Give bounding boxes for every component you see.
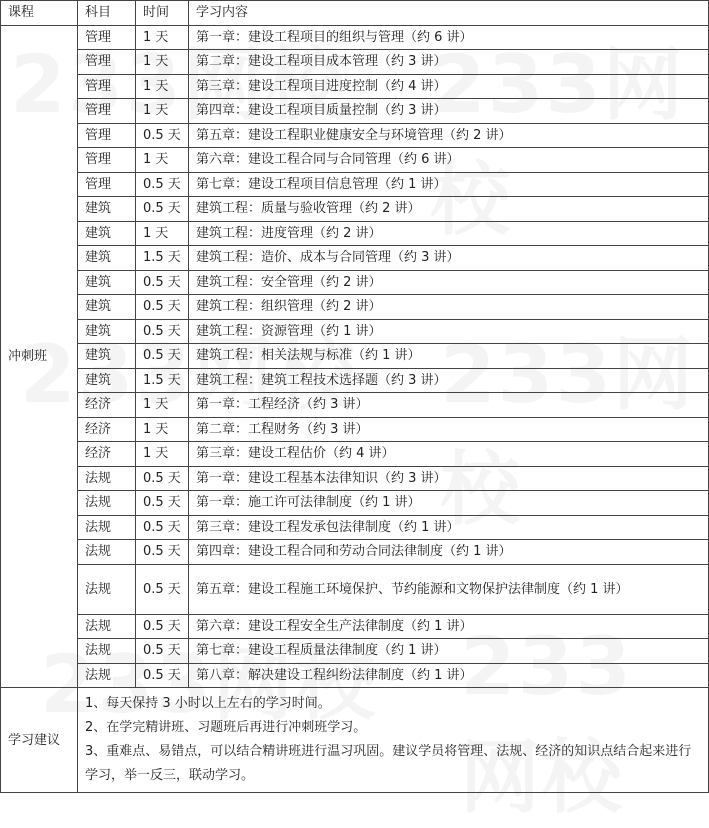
content-cell: 第五章：建设工程职业健康安全与环境管理（约 2 讲） [189, 123, 709, 148]
content-cell: 建筑工程：资源管理（约 1 讲） [189, 319, 709, 344]
subject-cell: 法规 [78, 515, 136, 540]
time-cell: 1.5 天 [136, 246, 189, 271]
time-cell: 1 天 [136, 74, 189, 99]
header-time: 时间 [136, 1, 189, 26]
subject-cell: 法规 [78, 466, 136, 491]
table-row [1, 25, 709, 50]
table-row [1, 99, 709, 124]
advice-content [78, 688, 709, 793]
table-row [1, 172, 709, 197]
time-cell: 1 天 [136, 148, 189, 173]
time-cell: 0.5 天 [136, 466, 189, 491]
subject-cell: 管理 [78, 172, 136, 197]
time-cell: 1 天 [136, 25, 189, 50]
content-cell: 第六章：建设工程安全生产法律制度（约 1 讲） [189, 614, 709, 639]
content-cell: 第八章：解决建设工程纠纷法律制度（约 1 讲） [189, 663, 709, 688]
subject-cell: 经济 [78, 442, 136, 467]
content-cell: 第三章：建设工程发承包法律制度（约 1 讲） [189, 515, 709, 540]
table-row [1, 246, 709, 271]
table-row [1, 663, 709, 688]
table-row [1, 221, 709, 246]
content-cell: 建筑工程：组织管理（约 2 讲） [189, 295, 709, 320]
subject-cell: 建筑 [78, 270, 136, 295]
content-cell: 第一章：建设工程项目的组织与管理（约 6 讲） [189, 25, 709, 50]
time-cell: 1 天 [136, 417, 189, 442]
content-cell: 第四章：建设工程项目质量控制（约 3 讲） [189, 99, 709, 124]
time-cell: 0.5 天 [136, 123, 189, 148]
subject-cell: 管理 [78, 148, 136, 173]
subject-cell: 经济 [78, 393, 136, 418]
time-cell: 0.5 天 [136, 540, 189, 565]
header-course: 课程 [1, 1, 78, 26]
time-cell: 0.5 天 [136, 663, 189, 688]
subject-cell: 管理 [78, 50, 136, 75]
advice-label: 学习建议 [1, 688, 78, 793]
subject-cell: 管理 [78, 25, 136, 50]
subject-cell: 建筑 [78, 344, 136, 369]
content-cell: 建筑工程：进度管理（约 2 讲） [189, 221, 709, 246]
content-cell: 第一章：施工许可法律制度（约 1 讲） [189, 491, 709, 516]
subject-cell: 法规 [78, 663, 136, 688]
subject-cell: 管理 [78, 123, 136, 148]
table-row [1, 123, 709, 148]
table-row [1, 50, 709, 75]
subject-cell: 管理 [78, 99, 136, 124]
table-row [1, 148, 709, 173]
content-cell: 第六章：建设工程合同与合同管理（约 6 讲） [189, 148, 709, 173]
time-cell: 1.5 天 [136, 368, 189, 393]
content-cell: 建筑工程：相关法规与标准（约 1 讲） [189, 344, 709, 369]
content-cell: 第一章：工程经济（约 3 讲） [189, 393, 709, 418]
time-cell: 0.5 天 [136, 172, 189, 197]
table-row [1, 319, 709, 344]
subject-cell: 建筑 [78, 368, 136, 393]
table-row [1, 564, 709, 614]
content-cell: 第一章：建设工程基本法律知识（约 3 讲） [189, 466, 709, 491]
table-row [1, 442, 709, 467]
time-cell: 1 天 [136, 99, 189, 124]
subject-cell: 法规 [78, 564, 136, 614]
table-row [1, 491, 709, 516]
time-cell: 0.5 天 [136, 614, 189, 639]
advice-item: 2、在学完精讲班、习题班后再进行冲刺班学习。 [85, 720, 367, 735]
time-cell: 1 天 [136, 393, 189, 418]
subject-cell: 建筑 [78, 319, 136, 344]
table-row [1, 270, 709, 295]
table-row [1, 466, 709, 491]
time-cell: 0.5 天 [136, 270, 189, 295]
table-row [1, 295, 709, 320]
table-row [1, 393, 709, 418]
subject-cell: 建筑 [78, 246, 136, 271]
subject-cell: 建筑 [78, 295, 136, 320]
time-cell: 0.5 天 [136, 197, 189, 222]
subject-cell: 经济 [78, 417, 136, 442]
content-cell: 第四章：建设工程合同和劳动合同法律制度（约 1 讲） [189, 540, 709, 565]
content-cell: 第七章：建设工程项目信息管理（约 1 讲） [189, 172, 709, 197]
advice-item: 1、每天保持 3 小时以上左右的学习时间。 [85, 696, 331, 711]
subject-cell: 法规 [78, 614, 136, 639]
table-row [1, 515, 709, 540]
table-body [1, 25, 709, 793]
table-row [1, 639, 709, 664]
table-row [1, 344, 709, 369]
content-cell: 第三章：建设工程项目进度控制（约 4 讲） [189, 74, 709, 99]
content-cell: 建筑工程：安全管理（约 2 讲） [189, 270, 709, 295]
time-cell: 0.5 天 [136, 564, 189, 614]
time-cell: 0.5 天 [136, 344, 189, 369]
course-cell: 冲刺班 [1, 25, 78, 688]
time-cell: 1 天 [136, 442, 189, 467]
time-cell: 0.5 天 [136, 639, 189, 664]
subject-cell: 法规 [78, 491, 136, 516]
subject-cell: 法规 [78, 540, 136, 565]
table-row [1, 417, 709, 442]
table-row [1, 197, 709, 222]
table-row [1, 368, 709, 393]
content-cell: 第七章：建设工程质量法律制度（约 1 讲） [189, 639, 709, 664]
table-row [1, 614, 709, 639]
advice-item: 3、重难点、易错点，可以结合精讲班进行温习巩固。建议学员将管理、法规、经济的知识点结合起来进行学习，举一反三，联动学习。 [85, 744, 692, 783]
subject-cell: 建筑 [78, 221, 136, 246]
time-cell: 0.5 天 [136, 491, 189, 516]
subject-cell: 建筑 [78, 197, 136, 222]
content-cell: 第二章：建设工程项目成本管理（约 3 讲） [189, 50, 709, 75]
time-cell: 1 天 [136, 221, 189, 246]
content-cell: 建筑工程：质量与验收管理（约 2 讲） [189, 197, 709, 222]
header-content: 学习内容 [189, 1, 709, 26]
advice-row [1, 688, 709, 793]
table-header-row [1, 1, 709, 26]
time-cell: 0.5 天 [136, 515, 189, 540]
subject-cell: 管理 [78, 74, 136, 99]
content-cell: 建筑工程：造价、成本与合同管理（约 3 讲） [189, 246, 709, 271]
time-cell: 1 天 [136, 50, 189, 75]
table-row [1, 540, 709, 565]
table-row [1, 74, 709, 99]
time-cell: 0.5 天 [136, 319, 189, 344]
content-cell: 第五章：建设工程施工环境保护、节约能源和文物保护法律制度（约 1 讲） [189, 564, 709, 614]
content-cell: 建筑工程：建筑工程技术选择题（约 3 讲） [189, 368, 709, 393]
header-subject: 科目 [78, 1, 136, 26]
content-cell: 第三章：建设工程估价（约 4 讲） [189, 442, 709, 467]
subject-cell: 法规 [78, 639, 136, 664]
content-cell: 第二章：工程财务（约 3 讲） [189, 417, 709, 442]
time-cell: 0.5 天 [136, 295, 189, 320]
